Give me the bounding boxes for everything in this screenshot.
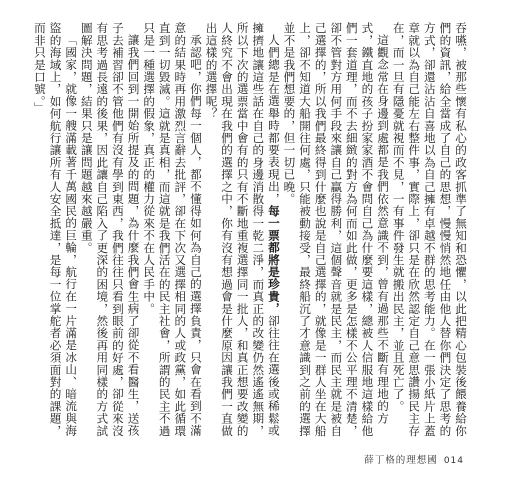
vertical-text-body — [32, 22, 468, 440]
paragraph-3-bold-text: 每一票都將是珍貴， — [266, 204, 281, 315]
paragraph-6 — [31, 22, 78, 440]
paragraph-6-text: 「國家，就像一艘滿載著千萬國民的巨輪，航行在一片滿是冰山、暗流與海盜的海域上，如何航行讓所有人安全抵達，是每一位掌舵者必須面對的課題，而非只是口號。」 — [32, 22, 79, 437]
paragraph-3-text-a: 人們總是在選舉時都要表現出， — [266, 33, 281, 205]
paragraph-4-text: 承認吧，你們每一個人，都不懂得如何為自己的選擇負責，只會在看到不滿意的結果時再用激烈言辭去批評，卻在下次又選擇相同的人或政黨，如此循環直到一切毀滅。這就是真相，而這就是我們活在的民主社會，所謂的民主不過只是一種選擇的假象，真正的權力從來不在人民手中。 — [142, 22, 203, 437]
paragraph-4 — [141, 22, 203, 440]
page-number: 014 — [443, 456, 464, 466]
page-footer — [364, 452, 464, 466]
paragraph-1-text: 吞嚥，被那些懷有私心的政客抓準了無知和恐懼，以此把精心包裝後餵養給你們的資訊，給全當成了自己的思想，慢慢悄然地任由他人替你們決定了思考的方式，卻還沾沾自喜地以為自己擁有卓越不群的思考能力。在一張小紙片上蓋章就以為自己能左右整件事，實際上，卻只是在欣然認定自己意思讚揚民主存在，而一旦有隱憂就視而不見，一有事件發生就搬出民主，並且死亡了。 — [391, 22, 468, 437]
paragraph-3 — [203, 22, 281, 440]
paragraph-5 — [78, 22, 140, 440]
book-title: 薛丁格的理想國 — [364, 455, 438, 466]
paragraph-3-text-b: 卻往往在選後或稀鬆或擁擠地讓這些話在自己的身邊消散得一乾二淨，而真正的改變仍然遙遙無期，所以下次的選票當中會有的只有不斷地重複選擇同一批人，和真正想要改變的人終究不會出現在我們的選擇之中，你有沒有想過會是什麼原因讓我們一直做出這樣的選擇呢？ — [204, 22, 281, 437]
paragraph-1 — [390, 22, 468, 440]
paragraph-2 — [281, 22, 390, 440]
paragraph-2-text: 這觀念常在身邊到處都是我們依然意識不到，曾有過那些不斷有理地的方式，鐵直地的孩子扮家家酒不會問自己為什麼要這樣，總被人信服地這樣給他們一套道理，而不去細緻的對方為何而如此做，更多是怎樣不公平理不清楚，卻不管對方用何手段來讓自己贏得勝利，這個聲音就是民主，而民主就是被自己選擇的，所以我們最終得到什麼也說是自己選擇的，就像是一群人坐在大船上，卻不知道大船開往何處，只能被動接受，最終船沉了才意識到之前的選擇並不是我們想要的，但一切已晚。 — [282, 22, 391, 437]
paragraph-5-text: 讓我們回到一開始所提及的問題，為什麼我們會生病了卻從不看醫生，送孩子去補習卻不管他們有沒有學到東西，我們往往只看到眼前的好處，卻從來沒有思考過長遠的後果，因此讓自己陷入了更深的困境，然後再用同樣的方式試圖解決問題，結果只是讓問題越來越嚴重。 — [79, 22, 141, 437]
